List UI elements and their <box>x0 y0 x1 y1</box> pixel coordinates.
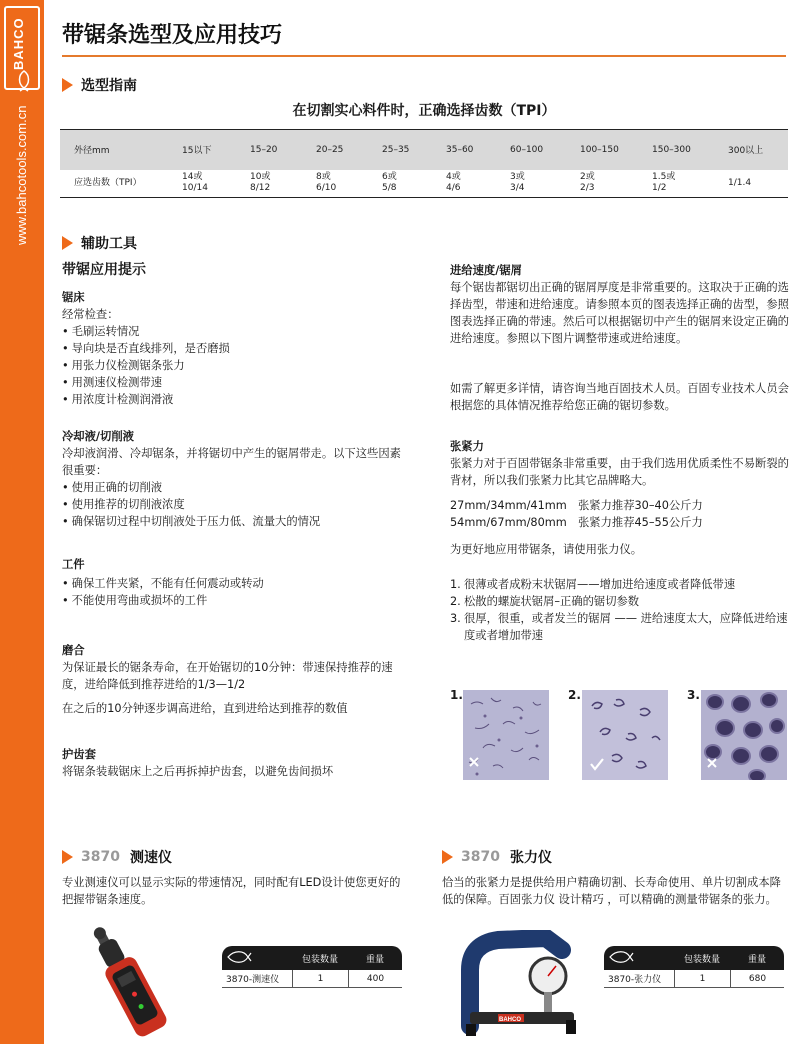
tips-heading: 带锯应用提示 <box>62 262 146 278</box>
brand-sidebar <box>0 0 44 1044</box>
aux-heading: 辅助工具 <box>62 233 137 253</box>
selection-heading: 选型指南 <box>62 75 137 95</box>
spec-header: 包装数量 重量 <box>222 946 402 970</box>
tpi-table-title: 在切割实心料件时，正确选择齿数（TPI） <box>292 103 556 119</box>
spec-header: 包装数量 重量 <box>604 946 784 970</box>
list-item: 1. 很薄或者成粉末状锯屑——增加进给速度或者降低带速 <box>450 578 736 591</box>
list-item: • 用测速仪检测带速 <box>62 374 402 391</box>
chip-list <box>450 576 792 644</box>
title-divider <box>62 55 786 57</box>
block-title: 锯床 <box>62 291 85 304</box>
feed-column <box>450 262 792 644</box>
section-arrow-icon <box>62 850 73 864</box>
block-title: 护齿套 <box>62 748 96 761</box>
breakin-block <box>62 642 402 717</box>
tension-text: 张紧力对于百固带锯条非常重要，由于我们选用优质柔性不易断裂的背材，所以我们张紧力比其它品牌略大。 <box>450 457 789 487</box>
tension-row: 54mm/67mm/80mm 张紧力推荐45–55公斤力 <box>450 516 703 529</box>
website-url[interactable]: www.bahcotools.com.cn <box>14 105 29 245</box>
table-cell: 1/1.4 <box>724 170 788 198</box>
tension-title: 张紧力 <box>450 440 484 453</box>
list-item: • 使用正确的切削液 <box>62 479 402 496</box>
workpiece-block <box>62 556 402 609</box>
table-cell: 15以下 <box>178 130 246 170</box>
list-item: • 不能使用弯曲或损坏的工件 <box>62 592 402 609</box>
tension-meter-heading: 3870 张力仪 <box>442 847 552 867</box>
tension-meter-photo <box>458 930 578 1038</box>
block-title: 磨合 <box>62 644 85 657</box>
row-label: 应选齿数（TPI） <box>60 170 178 198</box>
table-row: 3870-张力仪 1 680 <box>604 970 784 988</box>
table-cell: 20–25 <box>312 130 378 170</box>
tpi-table <box>60 129 788 198</box>
chip-label: 2. <box>568 688 581 702</box>
machine-list <box>62 323 402 408</box>
block-title: 冷却液/切削液 <box>62 430 134 443</box>
block-title: 工件 <box>62 558 85 571</box>
chip-label: 1. <box>450 688 463 702</box>
section-arrow-icon <box>442 850 453 864</box>
table-cell: 150–300 <box>648 130 724 170</box>
table-cell: 14或 10/14 <box>178 170 246 198</box>
table-cell: 300以上 <box>724 130 788 170</box>
section-arrow-icon <box>62 78 73 92</box>
speed-meter-desc: 专业测速仪可以显示实际的带速情况，同时配有LED设计使您更好的把握带锯条速度。 <box>62 876 401 906</box>
fish-icon <box>15 70 33 92</box>
table-cell: 100–150 <box>576 130 648 170</box>
workpiece-list <box>62 575 402 609</box>
list-item: • 确保工件夹紧，不能有任何震动或转动 <box>62 575 402 592</box>
list-item: • 确保锯切过程中切削液处于压力低、流量大的情况 <box>62 513 402 530</box>
list-item: 2. 松散的螺旋状锯屑–正确的锯切参数 <box>450 595 640 608</box>
feed-text: 每个锯齿都锯切出正确的锯屑厚度是非常重要的。这取决于正确的选择齿型，带速和进给速度。请参照本页的图表选择正确的齿型，参照图表选择正确的带速。然后可以根据锯切中产生的锯屑来设定正确的进给速度。参照以下图片调整带速或进给速度。 <box>450 281 789 345</box>
chip-label: 3. <box>687 688 700 702</box>
contact-text: 如需了解更多详情，请咨询当地百固技术人员。百固专业技术人员会根据您的具体情况推荐给您正确的锯切参数。 <box>450 382 789 412</box>
table-cell: 60–100 <box>506 130 576 170</box>
tension-note: 为更好地应用带锯条，请使用张力仪。 <box>450 543 643 556</box>
speed-meter-heading: 3870 测速仪 <box>62 847 172 867</box>
list-item: • 导向块是否直线排列，是否磨损 <box>62 340 402 357</box>
list-item: • 毛刷运转情况 <box>62 323 402 340</box>
machine-block <box>62 289 402 408</box>
row-label: 外径mm <box>60 130 178 170</box>
list-item: • 用浓度计检测润滑液 <box>62 391 402 408</box>
feed-title: 进给速度/锯屑 <box>450 264 522 277</box>
tips-column <box>62 262 402 778</box>
block-text: 将锯条装载锯床上之后再拆掉护齿套，以避免齿间损坏 <box>62 765 334 778</box>
table-cell: 10或 8/12 <box>246 170 312 198</box>
table-cell: 3或 3/4 <box>506 170 576 198</box>
block-text: 冷却液润滑、冷却锯条，并将锯切中产生的锯屑带走。以下这些因素很重要： <box>62 447 401 477</box>
guard-block <box>62 746 402 780</box>
fish-icon <box>608 950 634 964</box>
thick-chips-photo <box>701 690 787 780</box>
correct-chips-photo <box>582 690 668 780</box>
tension-row: 27mm/34mm/41mm 张紧力推荐30–40公斤力 <box>450 499 703 512</box>
fish-icon <box>226 950 252 964</box>
table-cell: 2或 2/3 <box>576 170 648 198</box>
coolant-block <box>62 428 402 530</box>
block-text: 为保证最长的锯条寿命，在开始锯切的10分钟：带速保持推荐的速度，进给降低到推荐进给的1/3—1/2 <box>62 661 393 691</box>
fine-chips-photo <box>463 690 549 780</box>
table-cell: 35–60 <box>442 130 506 170</box>
tension-meter-desc: 恰当的张紧力是提供给用户精确切割、长寿命使用、单片切割成本降低的保障。百固张力仪 设计精巧 ，可以精确的测量带锯条的张力。 <box>442 876 781 906</box>
table-cell: 15–20 <box>246 130 312 170</box>
bahco-logo[interactable] <box>4 6 40 90</box>
speed-meter-photo <box>80 918 190 1038</box>
block-text: 在之后的10分钟逐步调高进给，直到进给达到推荐的数值 <box>62 702 348 715</box>
section-arrow-icon <box>62 236 73 250</box>
table-cell: 4或 4/6 <box>442 170 506 198</box>
list-item: 3. 很厚，很重，或者发兰的锯屑 —— 进给速度太大，应降低进给速度或者增加带速 <box>450 612 788 642</box>
table-cell: 1.5或 1/2 <box>648 170 724 198</box>
table-cell: 25–35 <box>378 130 442 170</box>
list-item: • 用张力仪检测锯条张力 <box>62 357 402 374</box>
tension-meter-spec-table <box>604 946 784 988</box>
page-title: 带锯条选型及应用技巧 <box>62 23 283 48</box>
speed-meter-spec-table <box>222 946 402 988</box>
coolant-list <box>62 479 402 530</box>
logo-text: BAHCO <box>11 17 26 70</box>
svg-text:BAHCO: BAHCO <box>499 1017 521 1023</box>
table-cell: 6或 5/8 <box>378 170 442 198</box>
table-row <box>60 170 788 198</box>
block-intro: 经常检查： <box>62 308 119 321</box>
table-cell: 8或 6/10 <box>312 170 378 198</box>
table-row <box>60 130 788 170</box>
list-item: • 使用推荐的切削液浓度 <box>62 496 402 513</box>
table-row: 3870-测速仪 1 400 <box>222 970 402 988</box>
